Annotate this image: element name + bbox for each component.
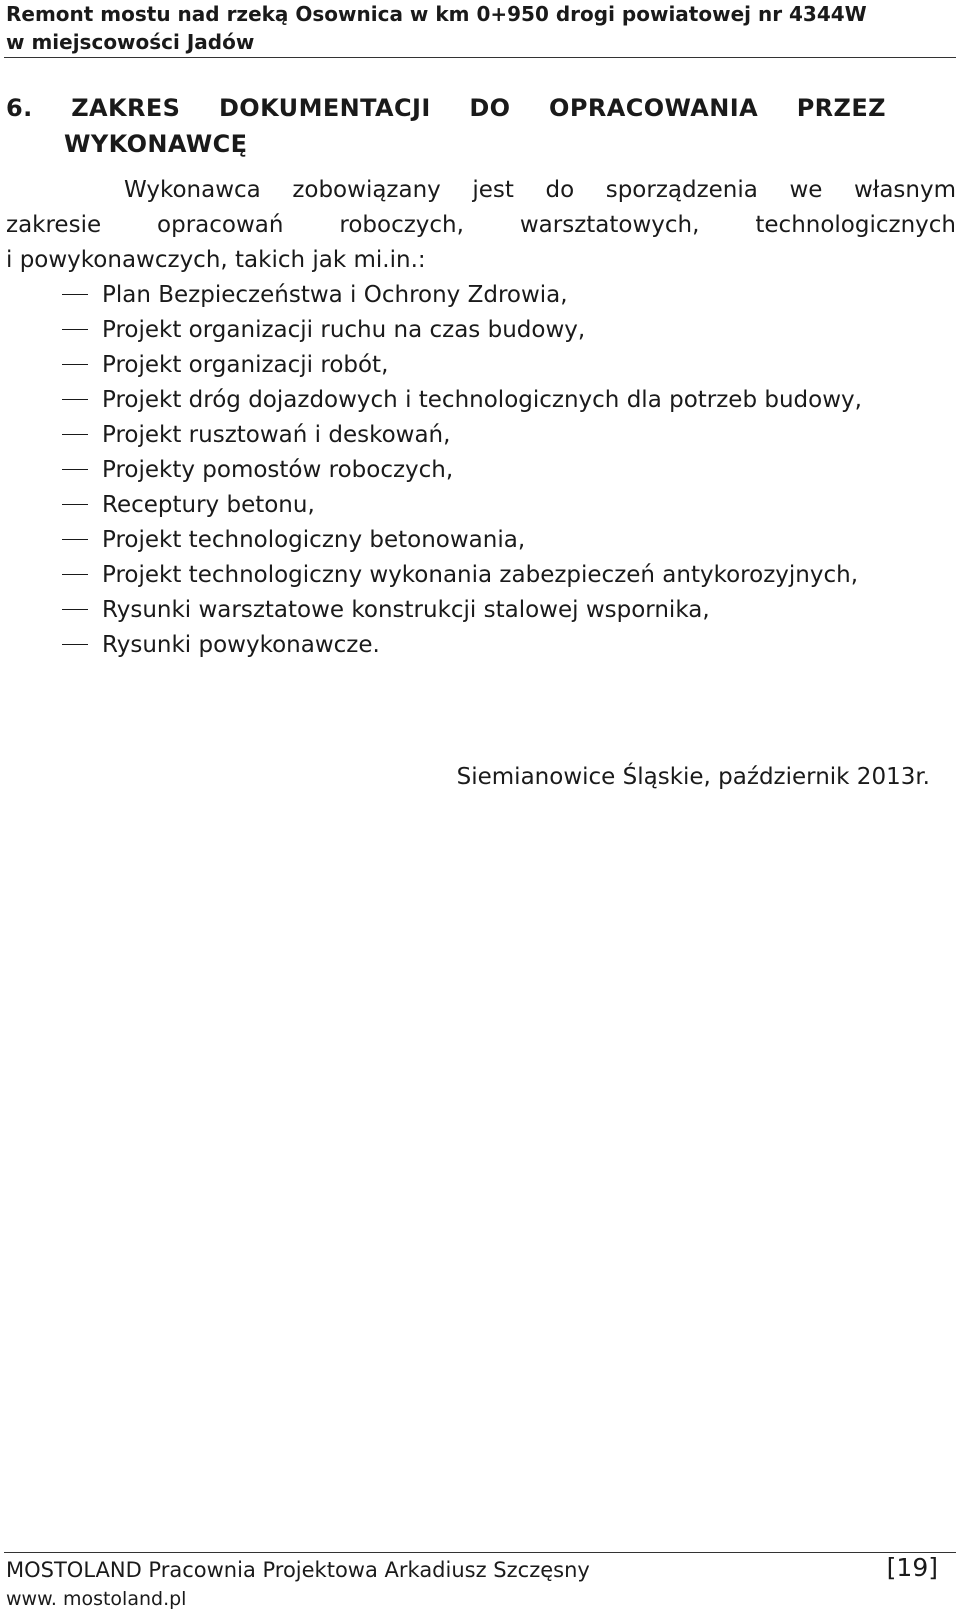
dash-bullet-icon — [62, 609, 88, 610]
dash-bullet-icon — [62, 469, 88, 470]
list-item — [6, 593, 956, 628]
list-item — [6, 628, 956, 663]
list-item — [6, 383, 956, 418]
list-item-text: Projekt dróg dojazdowych i technologicznych dla potrzeb budowy, — [102, 387, 862, 413]
list-item — [6, 488, 956, 523]
intro-paragraph — [6, 173, 956, 278]
intro-line: zakresie opracowań roboczych, warsztatowych, technologicznych — [6, 212, 956, 238]
dash-bullet-icon — [62, 644, 88, 645]
dash-bullet-icon — [62, 399, 88, 400]
page-header — [6, 0, 954, 56]
dash-bullet-icon — [62, 294, 88, 295]
list-item — [6, 278, 956, 313]
header-title-line2: w miejscowości Jadów — [6, 30, 255, 54]
list-item-text: Projekt organizacji ruchu na czas budowy, — [102, 317, 586, 343]
list-item-text: Projekt technologiczny wykonania zabezpieczeń antykorozyjnych, — [102, 562, 859, 588]
dash-bullet-icon — [62, 434, 88, 435]
list-item — [6, 558, 956, 593]
section-title-word: OPRACOWANIA — [549, 94, 759, 122]
dash-bullet-icon — [62, 329, 88, 330]
documentation-list — [6, 278, 956, 663]
section-number: 6. — [6, 94, 33, 122]
section-title-word: DOKUMENTACJI — [218, 94, 431, 122]
list-item-text: Projekt organizacji robót, — [102, 352, 389, 378]
list-item-text: Rysunki powykonawcze. — [102, 632, 380, 658]
list-item — [6, 523, 956, 558]
place-and-date: Siemianowice Śląskie, październik 2013r. — [456, 764, 930, 790]
section-heading — [6, 90, 956, 162]
footer-website: www. mostoland.pl — [6, 1588, 187, 1610]
dash-bullet-icon — [62, 364, 88, 365]
section-title-word: DO — [469, 94, 511, 122]
intro-line: i powykonawczych, takich jak mi.in.: — [6, 247, 426, 273]
list-item-text: Projekt rusztowań i deskowań, — [102, 422, 451, 448]
list-item-text: Plan Bezpieczeństwa i Ochrony Zdrowia, — [102, 282, 568, 308]
intro-line: Wykonawca zobowiązany jest do sporządzenia we własnym — [124, 177, 956, 203]
dash-bullet-icon — [62, 574, 88, 575]
dash-bullet-icon — [62, 539, 88, 540]
page-number: [19] — [886, 1553, 938, 1582]
section-title-word: PRZEZ — [796, 94, 886, 122]
header-divider — [4, 57, 956, 58]
header-title-line1: Remont mostu nad rzeką Osownica w km 0+950 drogi powiatowej nr 4344W — [6, 2, 867, 26]
footer-divider — [4, 1552, 956, 1553]
list-item — [6, 313, 956, 348]
section-title-line2: WYKONAWCĘ — [64, 130, 248, 158]
list-item — [6, 348, 956, 383]
footer-company: MOSTOLAND Pracownia Projektowa Arkadiusz Szczęsny — [6, 1558, 590, 1582]
list-item-text: Receptury betonu, — [102, 492, 315, 518]
list-item-text: Projekty pomostów roboczych, — [102, 457, 454, 483]
dash-bullet-icon — [62, 504, 88, 505]
list-item — [6, 418, 956, 453]
list-item-text: Projekt technologiczny betonowania, — [102, 527, 526, 553]
section-title-word: ZAKRES — [71, 94, 181, 122]
list-item-text: Rysunki warsztatowe konstrukcji stalowej wspornika, — [102, 597, 710, 623]
list-item — [6, 453, 956, 488]
